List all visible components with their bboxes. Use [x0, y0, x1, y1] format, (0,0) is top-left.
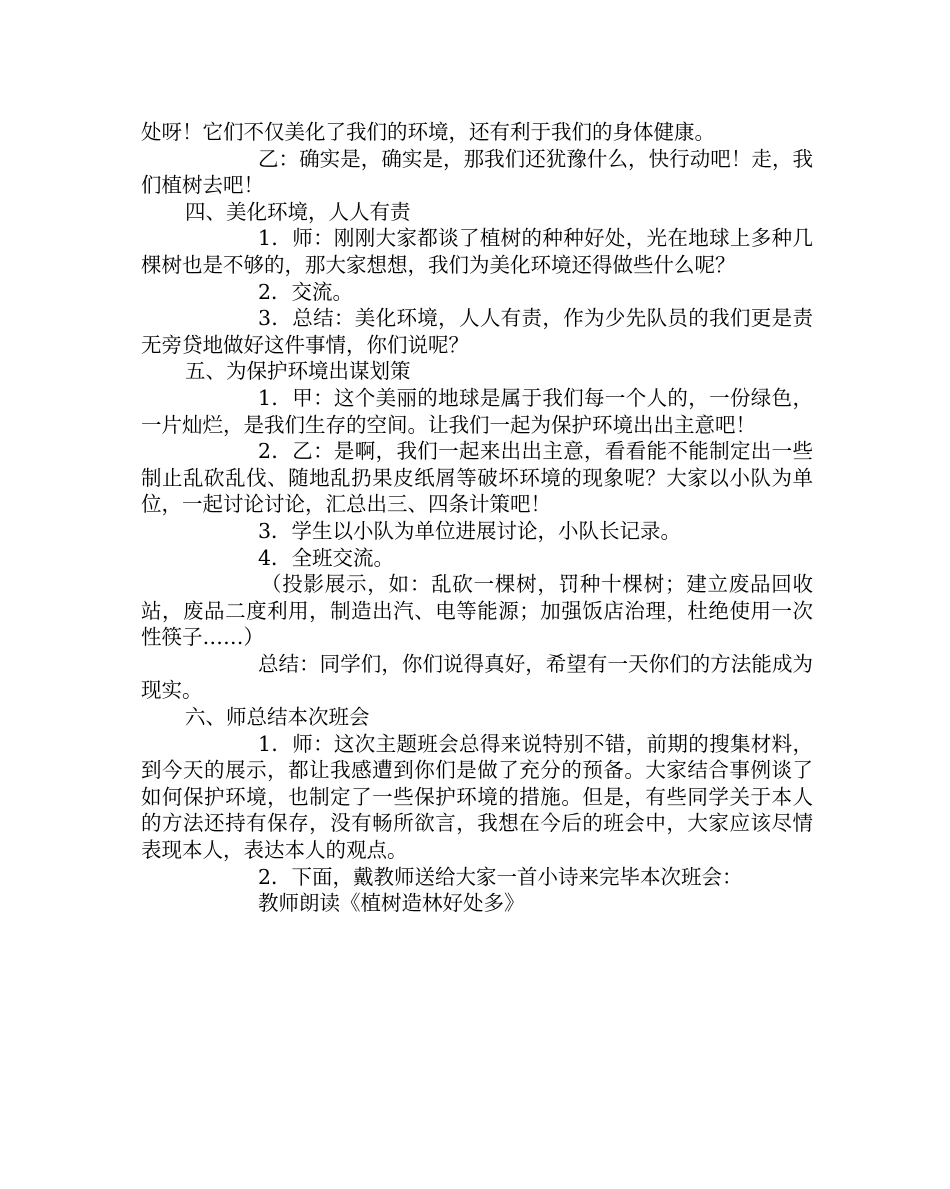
paragraph-continuation: 处呀！它们不仅美化了我们的环境，还有利于我们的身体健康。 — [141, 120, 715, 144]
list-item: 2．乙：是啊，我们一起来出出主意，看看能不能制定出一些制止乱砍乱伐、随地乱扔果皮纸屑等破坏环境的现象呢？大家以小队为单位，一起讨论讨论，汇总出三、四条计策吧！ — [141, 439, 813, 517]
list-item: 1．师：刚刚大家都谈了植树的种种好处，光在地球上多种几棵树也是不够的，那大家想想，我们为美化环境还得做些什么呢？ — [141, 226, 813, 277]
section-heading-4: 四、美化环境，人人有责 — [185, 199, 411, 224]
document-body — [141, 119, 813, 917]
list-item: 2．下面，戴教师送给大家一首小诗来完毕本次班会： — [258, 864, 743, 889]
closing-line: 教师朗读《植树造林好处多》 — [258, 891, 525, 916]
section-heading-5: 五、为保护环境出谋划策 — [185, 359, 411, 384]
list-item: 4．全班交流。 — [258, 545, 395, 570]
list-item: 1．甲：这个美丽的地球是属于我们每一个人的，一份绿色，一片灿烂，是我们生存的空间。让我们一起为保护环境出出主意吧！ — [141, 385, 813, 437]
section-heading-6: 六、师总结本次班会 — [185, 705, 370, 730]
summary-paragraph: 总结：同学们，你们说得真好，希望有一天你们的方法能成为现实。 — [141, 651, 813, 703]
paragraph-dialogue-yi: 乙：确实是，确实是，那我们还犹豫什么，快行动吧！走，我们植树去吧！ — [141, 146, 813, 198]
list-item: 1．师：这次主题班会总得来说特别不错，前期的搜集材料，到今天的展示，都让我感遭到你们是做了充分的预备。大家结合事例谈了如何保护环境，也制定了一些保护环境的措施。但是，有些同学关于本人的方法还持有保存，没有畅所欲言，我想在今后的班会中，大家应该尽情表现本人，表达本人的观点。 — [141, 731, 813, 863]
list-item: 3．总结：美化环境，人人有责，作为少先队员的我们更是责无旁贷地做好这件事情，你们说呢？ — [141, 306, 813, 357]
list-item: 2．交流。 — [258, 279, 354, 304]
list-item: 3．学生以小队为单位进展讨论，小队长记录。 — [258, 518, 682, 543]
projection-example: （投影展示，如：乱砍一棵树，罚种十棵树；建立废品回收站，废品二度利用，制造出汽、电等能源；加强饭店治理，杜绝使用一次性筷子……） — [141, 572, 813, 650]
